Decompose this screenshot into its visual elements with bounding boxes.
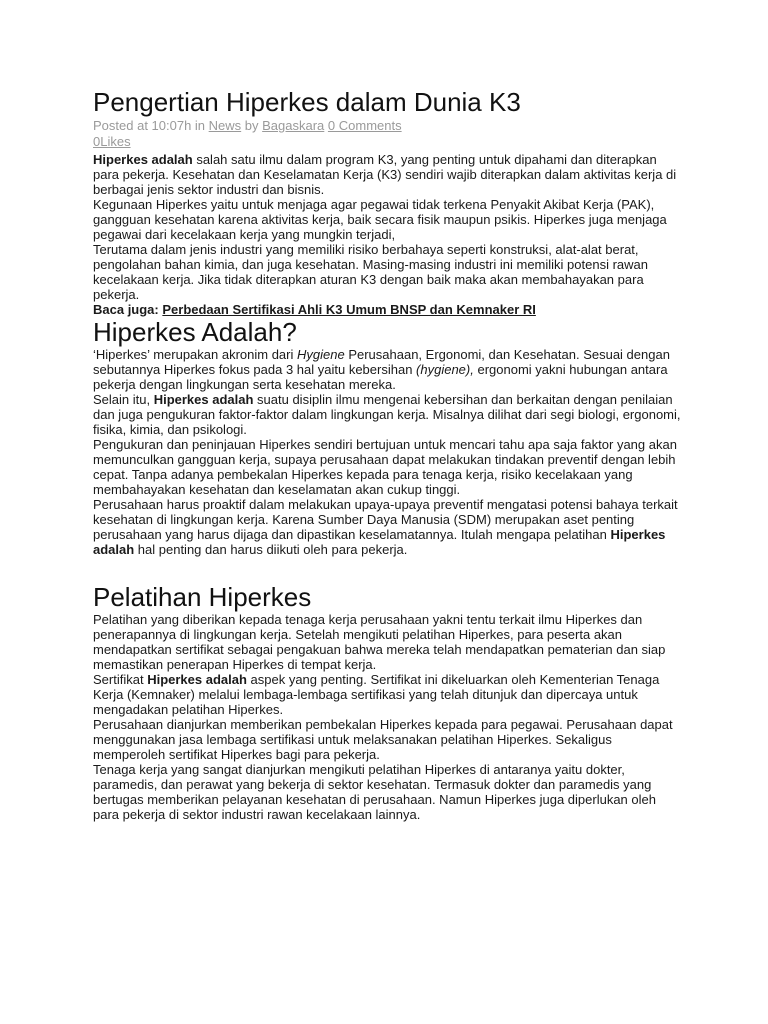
read-also-link[interactable]: Perbedaan Sertifikasi Ahli K3 Umum BNSP dan Kemnaker RI — [162, 302, 536, 317]
read-also — [93, 302, 683, 317]
section-heading-pelatihan-hiperkes: Pelatihan Hiperkes — [93, 582, 312, 612]
likes-link[interactable]: 0Likes — [93, 134, 131, 149]
section2-paragraph-4: Tenaga kerja yang sangat dianjurkan mengikuti pelatihan Hiperkes di antaranya yaitu dokter, paramedis, dan perawat yang bekerja di sektor kesehatan. Termasuk dokter dan paramedis yang bertugas memberikan pelayanan kesehatan di perusahaan. Namun Hiperkes juga diperlukan oleh para pekerja di sektor industri rawan kecelakaan lainnya. — [93, 762, 656, 822]
posted-at-text: Posted at 10:07h in — [93, 118, 209, 133]
article-body — [93, 86, 683, 822]
author-link[interactable]: Bagaskara — [262, 118, 325, 133]
comments-link[interactable]: 0 Comments — [327, 118, 402, 133]
section1-paragraph-1: ‘Hiperkes’ merupakan akronim dari Hygiene Perusahaan, Ergonomi, dan Kesehatan. Sesuai dengan sebutannya Hiperkes fokus pada 3 hal yaitu kebersihan (hygiene), ergonomi yakni hubungan antara pekerja dengan lingkungan serta kesehatan mereka. — [93, 347, 670, 392]
intro-paragraph-2: Kegunaan Hiperkes yaitu untuk menjaga agar pegawai tidak terkena Penyakit Akibat Kerja (PAK), gangguan kesehatan karena aktivitas kerja, baik secara fisik maupun psikis. Hiperkes juga menjaga pegawai dari kecelakaan kerja yang mungkin terjadi, — [93, 197, 667, 242]
section1-paragraph-2: Selain itu, Hiperkes adalah suatu disiplin ilmu mengenai kebersihan dan berkaitan dengan penilaian dan juga pengukuran faktor-faktor dalam lingkungan kerja. Misalnya dilihat dari segi biologi, ergonomi, fisika, kimia, dan psikologi. — [93, 392, 681, 437]
intro-paragraph-1: Hiperkes adalah salah satu ilmu dalam program K3, yang penting untuk dipahami dan diterapkan para pekerja. Kesehatan dan Keselamatan Kerja (K3) sendiri wajib diterapkan dalam aktivitas kerja di berbagai jenis sektor industri dan bisnis. — [93, 152, 677, 197]
section1-paragraph-3: Pengukuran dan peninjauan Hiperkes sendiri bertujuan untuk mencari tahu apa saja faktor yang akan memunculkan gangguan kerja, supaya perusahaan dapat melakukan tindakan preventif dengan lebih cepat. Tanpa adanya pembekalan Hiperkes kepada para tenaga kerja, risiko kecelakaan yang membahayakan kesehatan dan keselamatan akan cukup tinggi. — [93, 437, 677, 497]
article-title: Pengertian Hiperkes dalam Dunia K3 — [93, 87, 521, 117]
section2-paragraph-3: Perusahaan dianjurkan memberikan pembekalan Hiperkes kepada para pegawai. Perusahaan dapat menggunakan jasa lembaga sertifikasi untuk melaksanakan pelatihan Hiperkes. Sekaligus memperoleh sertifikat Hiperkes bagi para pekerja. — [93, 717, 673, 762]
by-text: by — [241, 118, 263, 133]
section1-paragraph-4: Perusahaan harus proaktif dalam melakukan upaya-upaya preventif mengatasi potensi bahaya terkait kesehatan di lingkungan kerja. Karena Sumber Daya Manusia (SDM) merupakan aset penting perusahaan yang harus dijaga dan dipastikan keselamatannya. Itulah mengapa pelatihan Hiperkes adalah hal penting dan harus diikuti oleh para pekerja. — [93, 497, 678, 557]
bold-term: Hiperkes adalah — [93, 152, 193, 167]
section2-paragraph-1: Pelatihan yang diberikan kepada tenaga kerja perusahaan yakni tentu terkait ilmu Hiperkes dan penerapannya di lingkungan kerja. Setelah mengikuti pelatihan Hiperkes, para peserta akan mendapatkan sertifikat sebagai pengakuan bahwa mereka telah mendapatkan pematerian dan siap memastikan penerapan Hiperkes di tempat kerja. — [93, 612, 666, 672]
read-also-label: Baca juga: — [93, 302, 163, 317]
category-link[interactable]: News — [208, 118, 242, 133]
section-heading-hiperkes-adalah: Hiperkes Adalah? — [93, 317, 297, 347]
intro-paragraph-3: Terutama dalam jenis industri yang memiliki risiko berbahaya seperti konstruksi, alat-alat berat, pengolahan bahan kimia, dan juga kesehatan. Masing-masing industri ini memiliki potensi rawan kecelakaan kerja. Jika tidak diterapkan aturan K3 dengan baik maka akan membahayakan para pekerja. — [93, 242, 648, 302]
post-meta — [93, 118, 683, 133]
section2-paragraph-2: Sertifikat Hiperkes adalah aspek yang penting. Sertifikat ini dikeluarkan oleh Kementerian Tenaga Kerja (Kemnaker) melalui lembaga-lembaga sertifikasi yang telah ditunjuk dan dipercaya untuk mengadakan pelatihan Hiperkes. — [93, 672, 660, 717]
